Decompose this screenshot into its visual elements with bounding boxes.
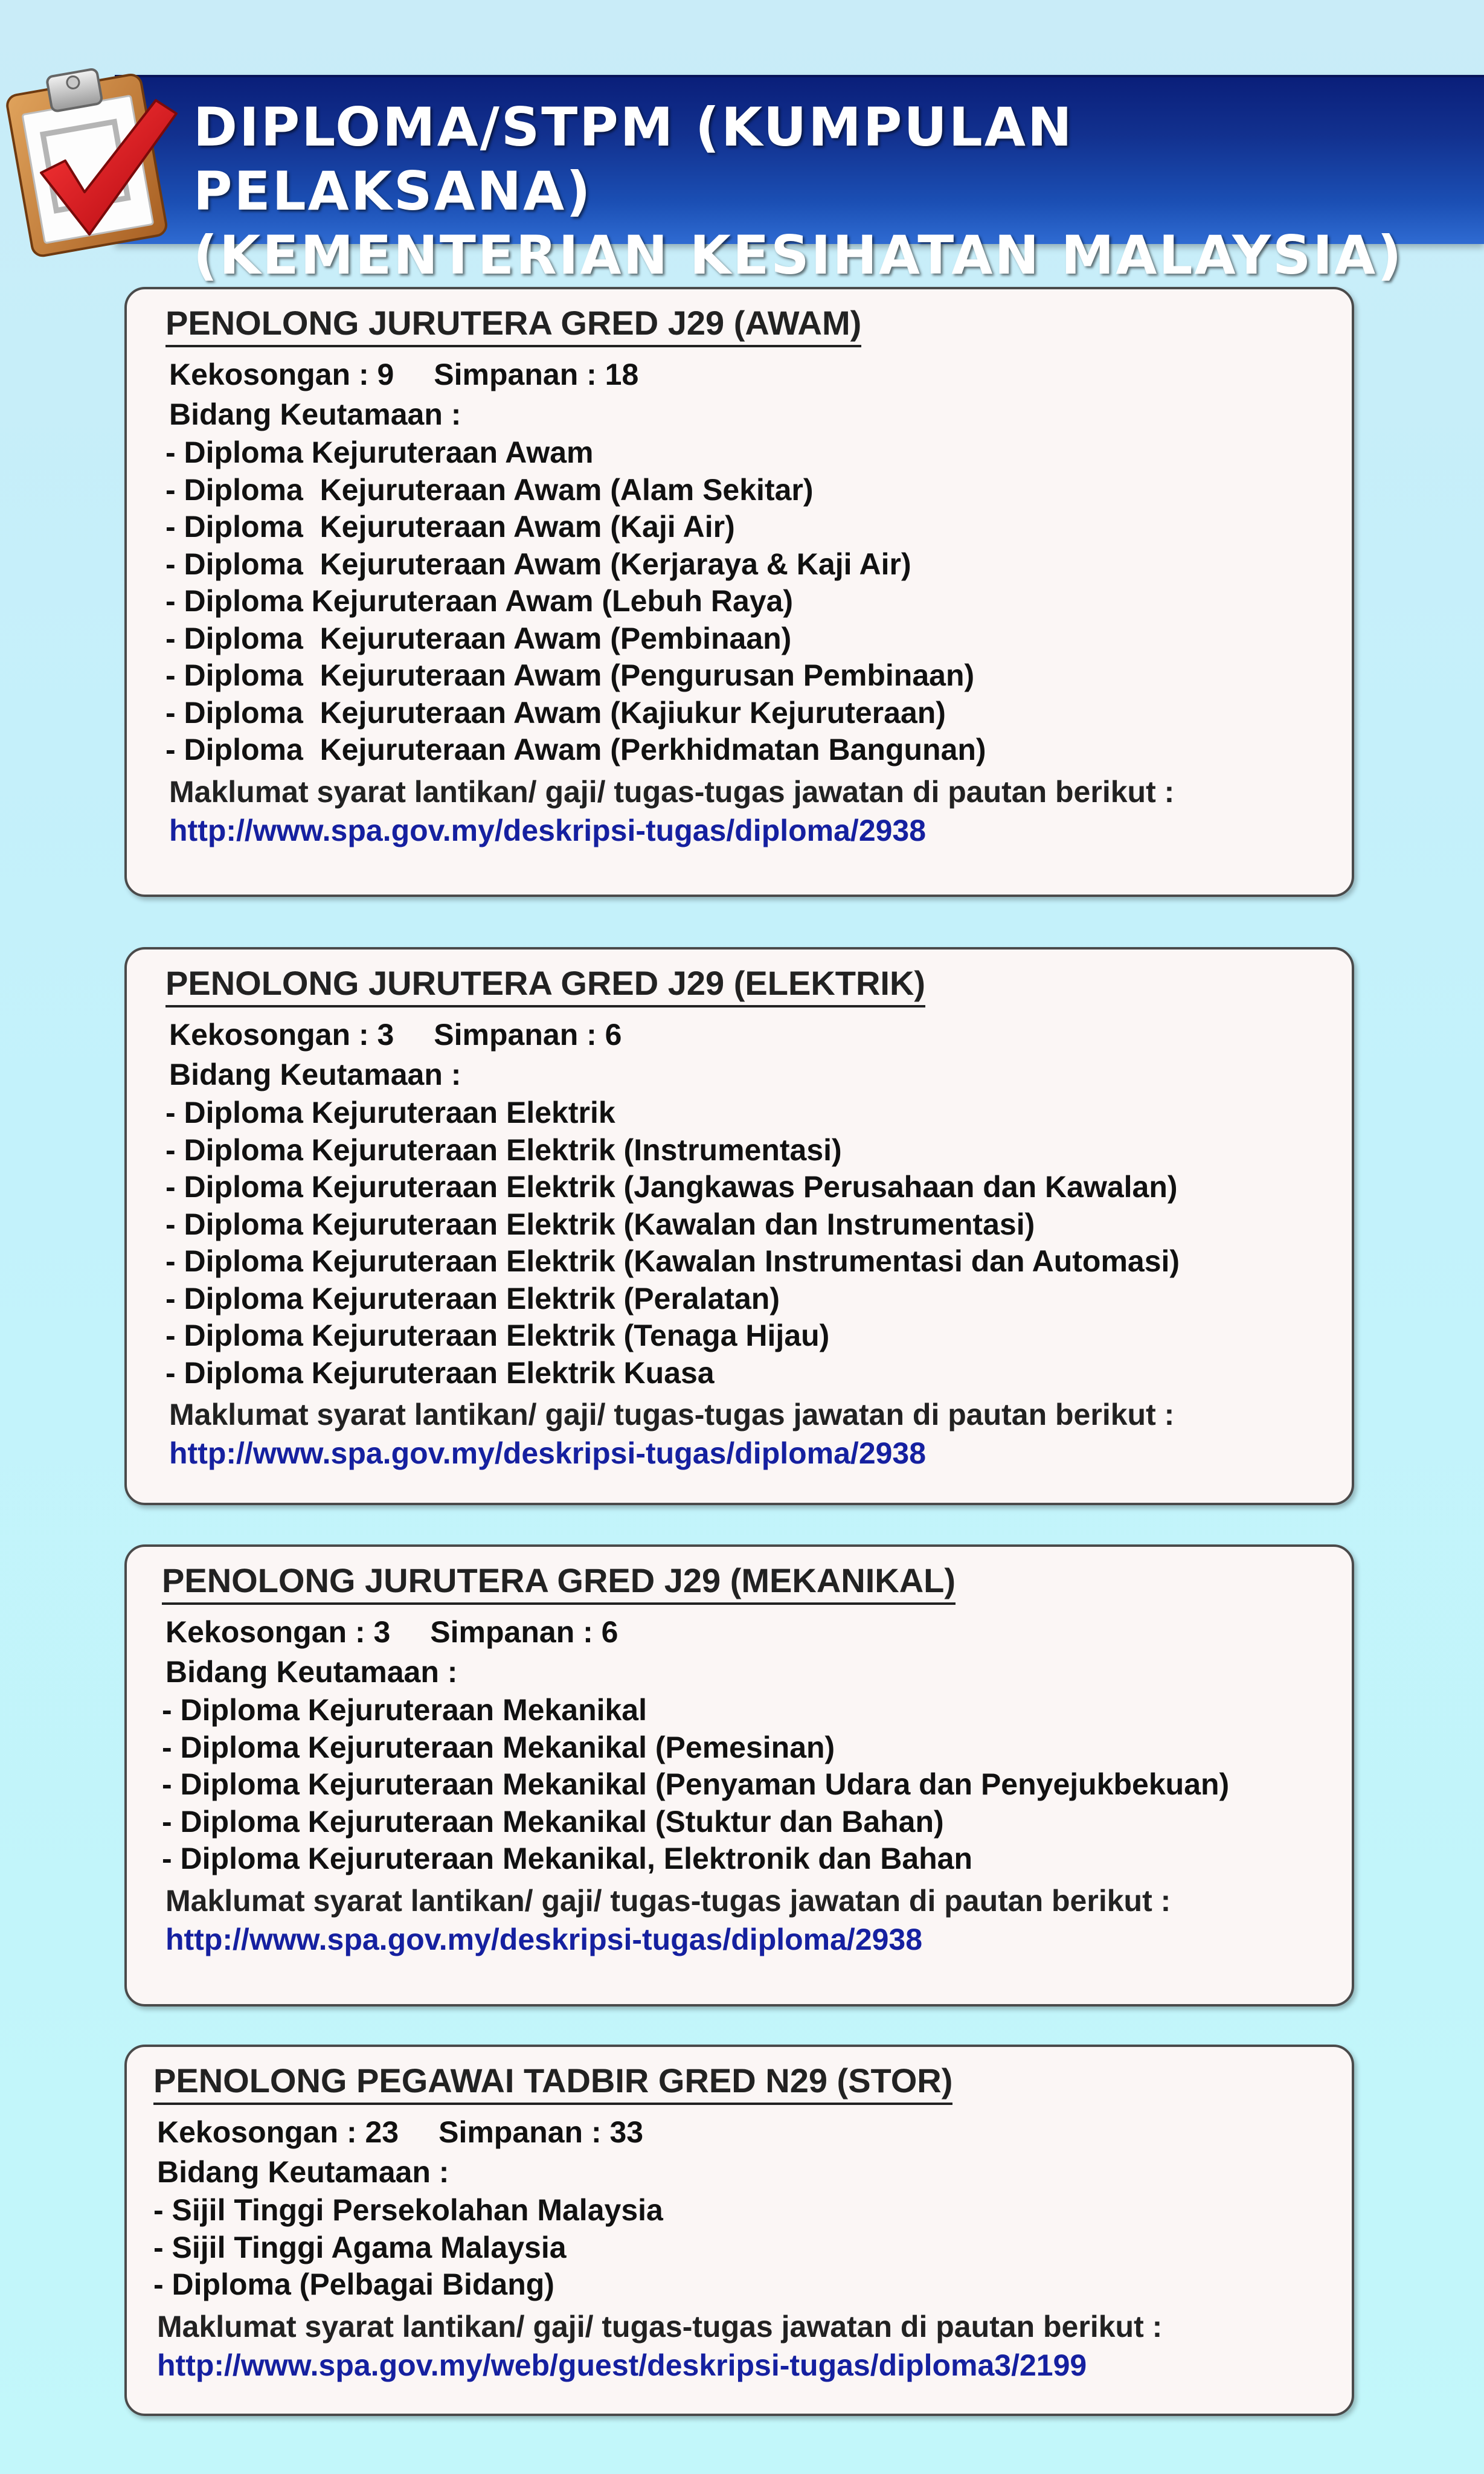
vacancy-stats [169, 355, 1174, 394]
list-item: - Diploma Kejuruteraan Awam (Kerjaraya & Kaji Air) [165, 547, 911, 581]
reserve-count: Simpanan : 6 [434, 1018, 622, 1052]
list-item: - Diploma Kejuruteraan Awam (Alam Sekitar) [165, 472, 814, 507]
list-item: - Diploma Kejuruteraan Elektrik (Jangkawas Perusahaan dan Kawalan) [165, 1170, 1178, 1204]
reserve-count: Simpanan : 18 [434, 358, 639, 391]
list-item: - Diploma Kejuruteraan Awam (Kaji Air) [165, 510, 735, 544]
reserve-count: Simpanan : 33 [438, 2115, 644, 2149]
list-item: - Diploma Kejuruteraan Awam (Kajiukur Kejuruteraan) [165, 695, 946, 730]
card-title: PENOLONG PEGAWAI TADBIR GRED N29 (STOR) [153, 2060, 952, 2105]
list-item: - Diploma Kejuruteraan Elektrik (Tenaga Hijau) [165, 1319, 830, 1352]
clipboard-checkmark-icon [5, 58, 186, 257]
job-description-link[interactable]: http://www.spa.gov.my/deskripsi-tugas/diploma/2938 [165, 1922, 923, 1956]
job-card-mekanikal [124, 1544, 1354, 2007]
list-item: - Diploma Kejuruteraan Mekanikal, Elektronik dan Bahan [162, 1842, 973, 1875]
list-item: - Diploma (Pelbagai Bidang) [153, 2267, 554, 2301]
vacancies-count: Kekosongan : 23 [157, 2115, 399, 2149]
fields-label: Bidang Keutamaan : [157, 2155, 449, 2189]
card-title: PENOLONG JURUTERA GRED J29 (MEKANIKAL) [162, 1560, 956, 1605]
list-item: - Sijil Tinggi Agama Malaysia [153, 2230, 567, 2264]
info-note: Maklumat syarat lantikan/ gaji/ tugas-tugas jawatan di pautan berikut : [169, 1398, 1175, 1431]
page-title-line-1: DIPLOMA/STPM (KUMPULAN PELAKSANA) [193, 96, 1074, 222]
list-item: - Diploma Kejuruteraan Elektrik (Kawalan Instrumentasi dan Automasi) [165, 1244, 1180, 1278]
list-item: - Diploma Kejuruteraan Mekanikal (Pemesinan) [162, 1730, 835, 1764]
vacancy-stats [157, 2112, 1162, 2152]
fields-list [162, 1692, 1229, 1878]
list-item: - Sijil Tinggi Persekolahan Malaysia [153, 2193, 663, 2227]
list-item: - Diploma Kejuruteraan Mekanikal [162, 1693, 647, 1727]
vacancies-count: Kekosongan : 3 [169, 1018, 394, 1052]
fields-label: Bidang Keutamaan : [169, 397, 461, 431]
vacancies-count: Kekosongan : 3 [165, 1615, 391, 1649]
job-card-elektrik [124, 947, 1354, 1505]
reserve-count: Simpanan : 6 [430, 1615, 618, 1649]
job-description-link[interactable]: http://www.spa.gov.my/deskripsi-tugas/diploma/2938 [169, 1436, 927, 1470]
fields-label: Bidang Keutamaan : [169, 1058, 461, 1091]
list-item: - Diploma Kejuruteraan Mekanikal (Stuktur dan Bahan) [162, 1804, 944, 1839]
vacancy-stats [165, 1612, 1229, 1652]
job-description-link[interactable]: http://www.spa.gov.my/web/guest/deskripsi-tugas/diploma3/2199 [157, 2348, 1087, 2382]
info-note: Maklumat syarat lantikan/ gaji/ tugas-tugas jawatan di pautan berikut : [169, 774, 1175, 809]
list-item: - Diploma Kejuruteraan Awam (Pengurusan Pembinaan) [165, 658, 975, 692]
list-item: - Diploma Kejuruteraan Elektrik Kuasa [165, 1355, 715, 1390]
fields-list [165, 1094, 1180, 1392]
list-item: - Diploma Kejuruteraan Elektrik [165, 1096, 615, 1129]
fields-label: Bidang Keutamaan : [165, 1655, 458, 1689]
job-description-link[interactable]: http://www.spa.gov.my/deskripsi-tugas/diploma/2938 [169, 813, 927, 847]
job-card-stor [124, 2045, 1354, 2416]
job-card-awam [124, 287, 1354, 897]
page-title-line-2: (KEMENTERIAN KESIHATAN MALAYSIA) [193, 224, 1404, 286]
info-note: Maklumat syarat lantikan/ gaji/ tugas-tugas jawatan di pautan berikut : [157, 2309, 1163, 2344]
card-title: PENOLONG JURUTERA GRED J29 (AWAM) [165, 303, 861, 347]
info-note: Maklumat syarat lantikan/ gaji/ tugas-tugas jawatan di pautan berikut : [165, 1883, 1171, 1918]
list-item: - Diploma Kejuruteraan Elektrik (Kawalan dan Instrumentasi) [165, 1207, 1035, 1241]
list-item: - Diploma Kejuruteraan Elektrik (Peralatan) [165, 1281, 780, 1316]
page-title [193, 95, 1484, 288]
list-item: - Diploma Kejuruteraan Awam (Lebuh Raya) [165, 584, 794, 618]
card-title: PENOLONG JURUTERA GRED J29 (ELEKTRIK) [165, 963, 925, 1007]
list-item: - Diploma Kejuruteraan Mekanikal (Penyaman Udara dan Penyejukbekuan) [162, 1767, 1230, 1801]
list-item: - Diploma Kejuruteraan Awam (Perkhidmatan Bangunan) [165, 733, 986, 766]
list-item: - Diploma Kejuruteraan Awam [165, 435, 594, 469]
vacancy-stats [169, 1015, 1180, 1055]
list-item: - Diploma Kejuruteraan Elektrik (Instrumentasi) [165, 1133, 842, 1167]
page-header [115, 75, 1484, 286]
list-item: - Diploma Kejuruteraan Awam (Pembinaan) [165, 621, 792, 655]
fields-list [165, 434, 1174, 769]
vacancies-count: Kekosongan : 9 [169, 358, 394, 391]
fields-list [153, 2192, 1162, 2304]
